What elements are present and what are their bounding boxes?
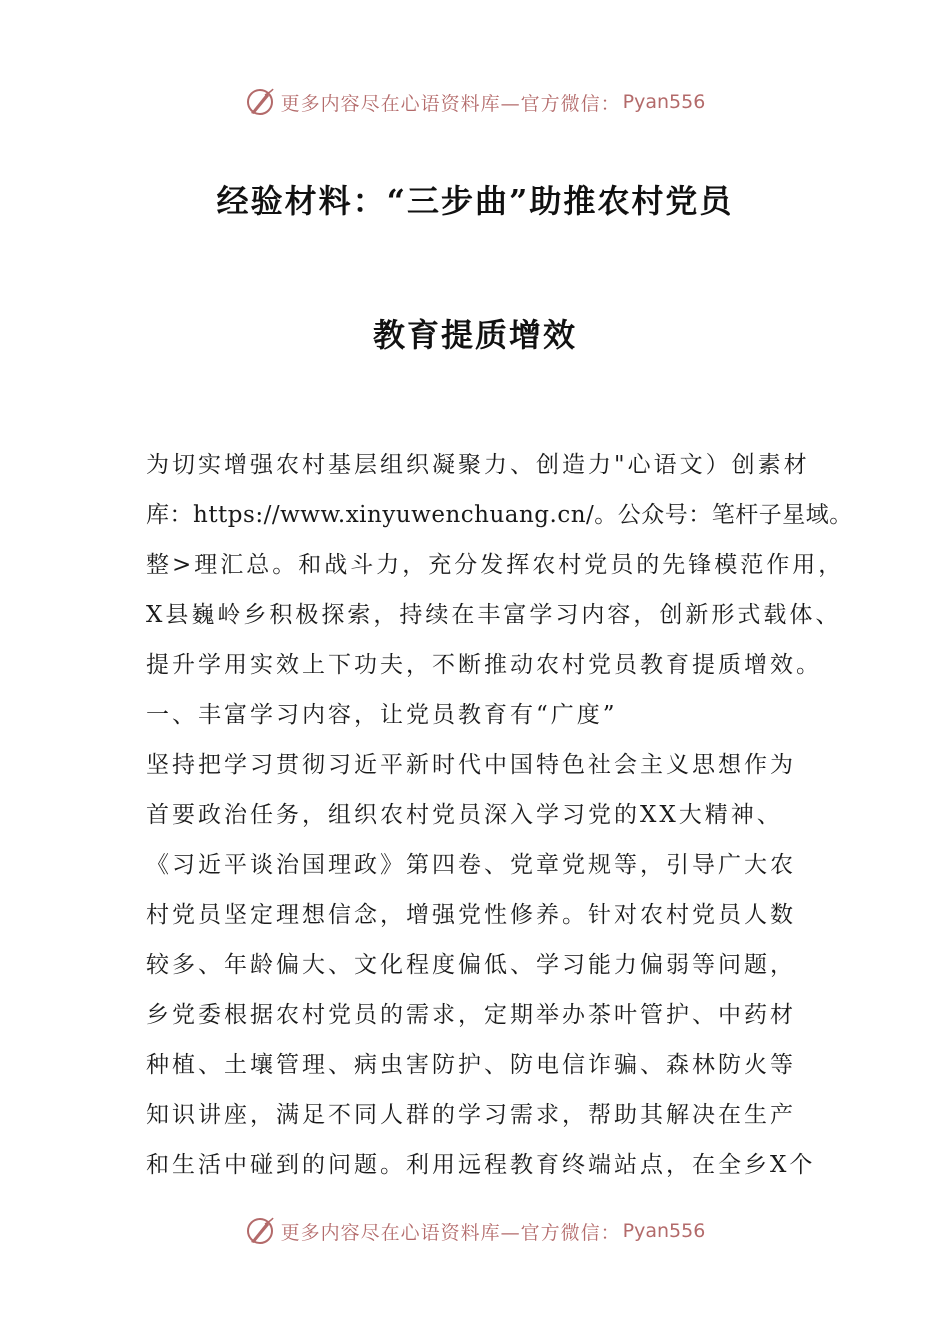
section-heading: 一、丰富学习内容，让党员教育有“广度” — [146, 702, 618, 728]
body-line: 《习近平谈治国理政》第四卷、党章党规等，引导广大农 — [146, 852, 796, 878]
watermark-text: 更多内容尽在心语资料库—官方微信： — [280, 1221, 621, 1244]
body-line: 整>理汇总。和战斗力，充分发挥农村党员的先锋模范作用， — [146, 552, 845, 578]
document-title-line-2: 教育提质增效 — [372, 316, 577, 354]
footer-watermark — [0, 1211, 950, 1251]
body-line: 较多、年龄偏大、文化程度偏低、学习能力偏弱等问题， — [146, 952, 796, 978]
body-line: 坚持把学习贯彻习近平新时代中国特色社会主义思想作为 — [146, 752, 796, 778]
header-watermark — [0, 82, 950, 122]
watermark-id: Pyan556 — [622, 91, 706, 113]
body-line: 为切实增强农村基层组织凝聚力、创造力"心语文）创素材 — [146, 452, 810, 478]
body-line: 首要政治任务，组织农村党员深入学习党的XX大精神、 — [146, 802, 783, 828]
body-line: X县巍岭乡积极探索，持续在丰富学习内容，创新形式载体、 — [146, 602, 842, 628]
body-line: 知识讲座，满足不同人群的学习需求，帮助其解决在生产 — [146, 1102, 796, 1128]
body-line: 提升学用实效上下功夫，不断推动农村党员教育提质增效。 — [146, 652, 822, 678]
body-line: 和生活中碰到的问题。利用远程教育终端站点，在全乡X个 — [146, 1152, 816, 1178]
quill-logo-icon — [245, 87, 275, 117]
body-line: 村党员坚定理想信念，增强党性修养。针对农村党员人数 — [146, 902, 796, 928]
body-line: 乡党委根据农村党员的需求，定期举办茶叶管护、中药材 — [146, 1002, 796, 1028]
body-line: 库：https://www.xinyuwenchuang.cn/。公众号：笔杆子星域。 — [146, 502, 853, 528]
body-line: 种植、土壤管理、病虫害防护、防电信诈骗、森林防火等 — [146, 1052, 796, 1078]
document-body — [146, 440, 853, 1190]
document-title-line-1: 经验材料：“三步曲”助推农村党员 — [216, 182, 734, 220]
watermark-id: Pyan556 — [622, 1220, 706, 1242]
quill-logo-icon — [245, 1216, 275, 1246]
watermark-text: 更多内容尽在心语资料库—官方微信： — [280, 92, 621, 115]
